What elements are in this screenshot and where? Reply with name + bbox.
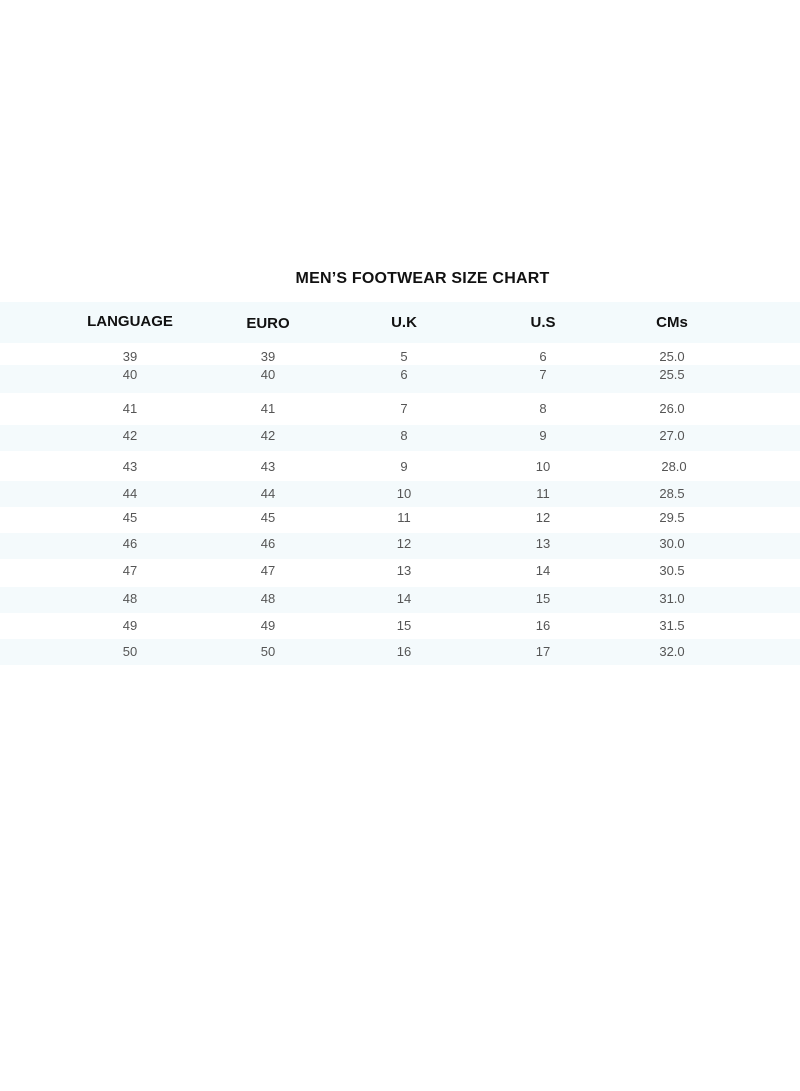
cell-us: 12: [535, 510, 551, 525]
table-row: [0, 425, 800, 451]
chart-title: MEN’S FOOTWEAR SIZE CHART: [295, 270, 550, 287]
cell-cms: 25.0: [659, 349, 685, 364]
header-cms: CMs: [656, 314, 688, 331]
table-row: [0, 393, 800, 425]
cell-us: 16: [535, 618, 551, 633]
header-us: U.S: [530, 314, 556, 331]
table-row: [0, 639, 800, 665]
cell-us: 17: [535, 644, 551, 659]
table-row: [0, 343, 800, 365]
table-row: [0, 587, 800, 613]
table-row: [0, 451, 800, 481]
cell-uk: 11: [397, 510, 411, 525]
cell-language: 43: [122, 459, 138, 474]
cell-language: 49: [122, 618, 138, 633]
cell-euro: 41: [260, 401, 276, 416]
header-euro: EURO: [246, 315, 290, 332]
cell-us: 10: [535, 459, 551, 474]
cell-cms: 25.5: [659, 367, 685, 382]
cell-language: 44: [122, 486, 138, 501]
header-language: LANGUAGE: [87, 313, 173, 330]
cell-euro: 39: [260, 349, 276, 364]
table-row: [0, 613, 800, 639]
cell-cms: 29.5: [659, 510, 685, 525]
table-row: [0, 559, 800, 587]
cell-euro: 48: [260, 591, 276, 606]
cell-language: 41: [122, 401, 138, 416]
table-row: [0, 533, 800, 559]
cell-language: 50: [122, 644, 138, 659]
cell-language: 48: [122, 591, 138, 606]
cell-language: 40: [122, 367, 138, 382]
cell-uk: 15: [396, 618, 412, 633]
cell-cms: 30.5: [659, 563, 685, 578]
cell-uk: 16: [396, 644, 412, 659]
cell-us: 11: [536, 486, 550, 501]
cell-euro: 40: [260, 367, 276, 382]
cell-cms: 28.5: [659, 486, 685, 501]
header-uk: U.K: [391, 314, 417, 331]
cell-us: 15: [535, 591, 551, 606]
cell-euro: 49: [260, 618, 276, 633]
cell-euro: 44: [260, 486, 276, 501]
table-row: [0, 481, 800, 507]
cell-language: 47: [122, 563, 138, 578]
cell-uk: 12: [396, 536, 412, 551]
cell-us: 7: [539, 367, 547, 382]
cell-us: 6: [539, 349, 547, 364]
cell-euro: 43: [260, 459, 276, 474]
cell-uk: 14: [396, 591, 412, 606]
cell-us: 9: [539, 428, 547, 443]
cell-cms: 28.0: [661, 459, 687, 474]
cell-uk: 8: [400, 428, 408, 443]
cell-euro: 46: [260, 536, 276, 551]
cell-cms: 31.5: [659, 618, 685, 633]
cell-cms: 31.0: [659, 591, 685, 606]
size-table: [0, 302, 800, 665]
table-row: [0, 365, 800, 393]
cell-language: 42: [122, 428, 138, 443]
cell-language: 39: [122, 349, 138, 364]
table-header-row: [0, 302, 800, 343]
cell-us: 14: [535, 563, 551, 578]
cell-uk: 13: [396, 563, 412, 578]
cell-uk: 9: [400, 459, 408, 474]
cell-cms: 27.0: [659, 428, 685, 443]
table-row: [0, 507, 800, 533]
cell-uk: 10: [396, 486, 412, 501]
cell-cms: 26.0: [659, 401, 685, 416]
cell-us: 13: [535, 536, 551, 551]
cell-euro: 42: [260, 428, 276, 443]
cell-uk: 6: [400, 367, 408, 382]
cell-uk: 5: [400, 349, 408, 364]
cell-cms: 32.0: [659, 644, 685, 659]
cell-euro: 47: [260, 563, 276, 578]
cell-language: 46: [122, 536, 138, 551]
cell-us: 8: [539, 401, 547, 416]
cell-cms: 30.0: [659, 536, 685, 551]
cell-uk: 7: [400, 401, 408, 416]
cell-language: 45: [122, 510, 138, 525]
cell-euro: 45: [260, 510, 276, 525]
cell-euro: 50: [260, 644, 276, 659]
